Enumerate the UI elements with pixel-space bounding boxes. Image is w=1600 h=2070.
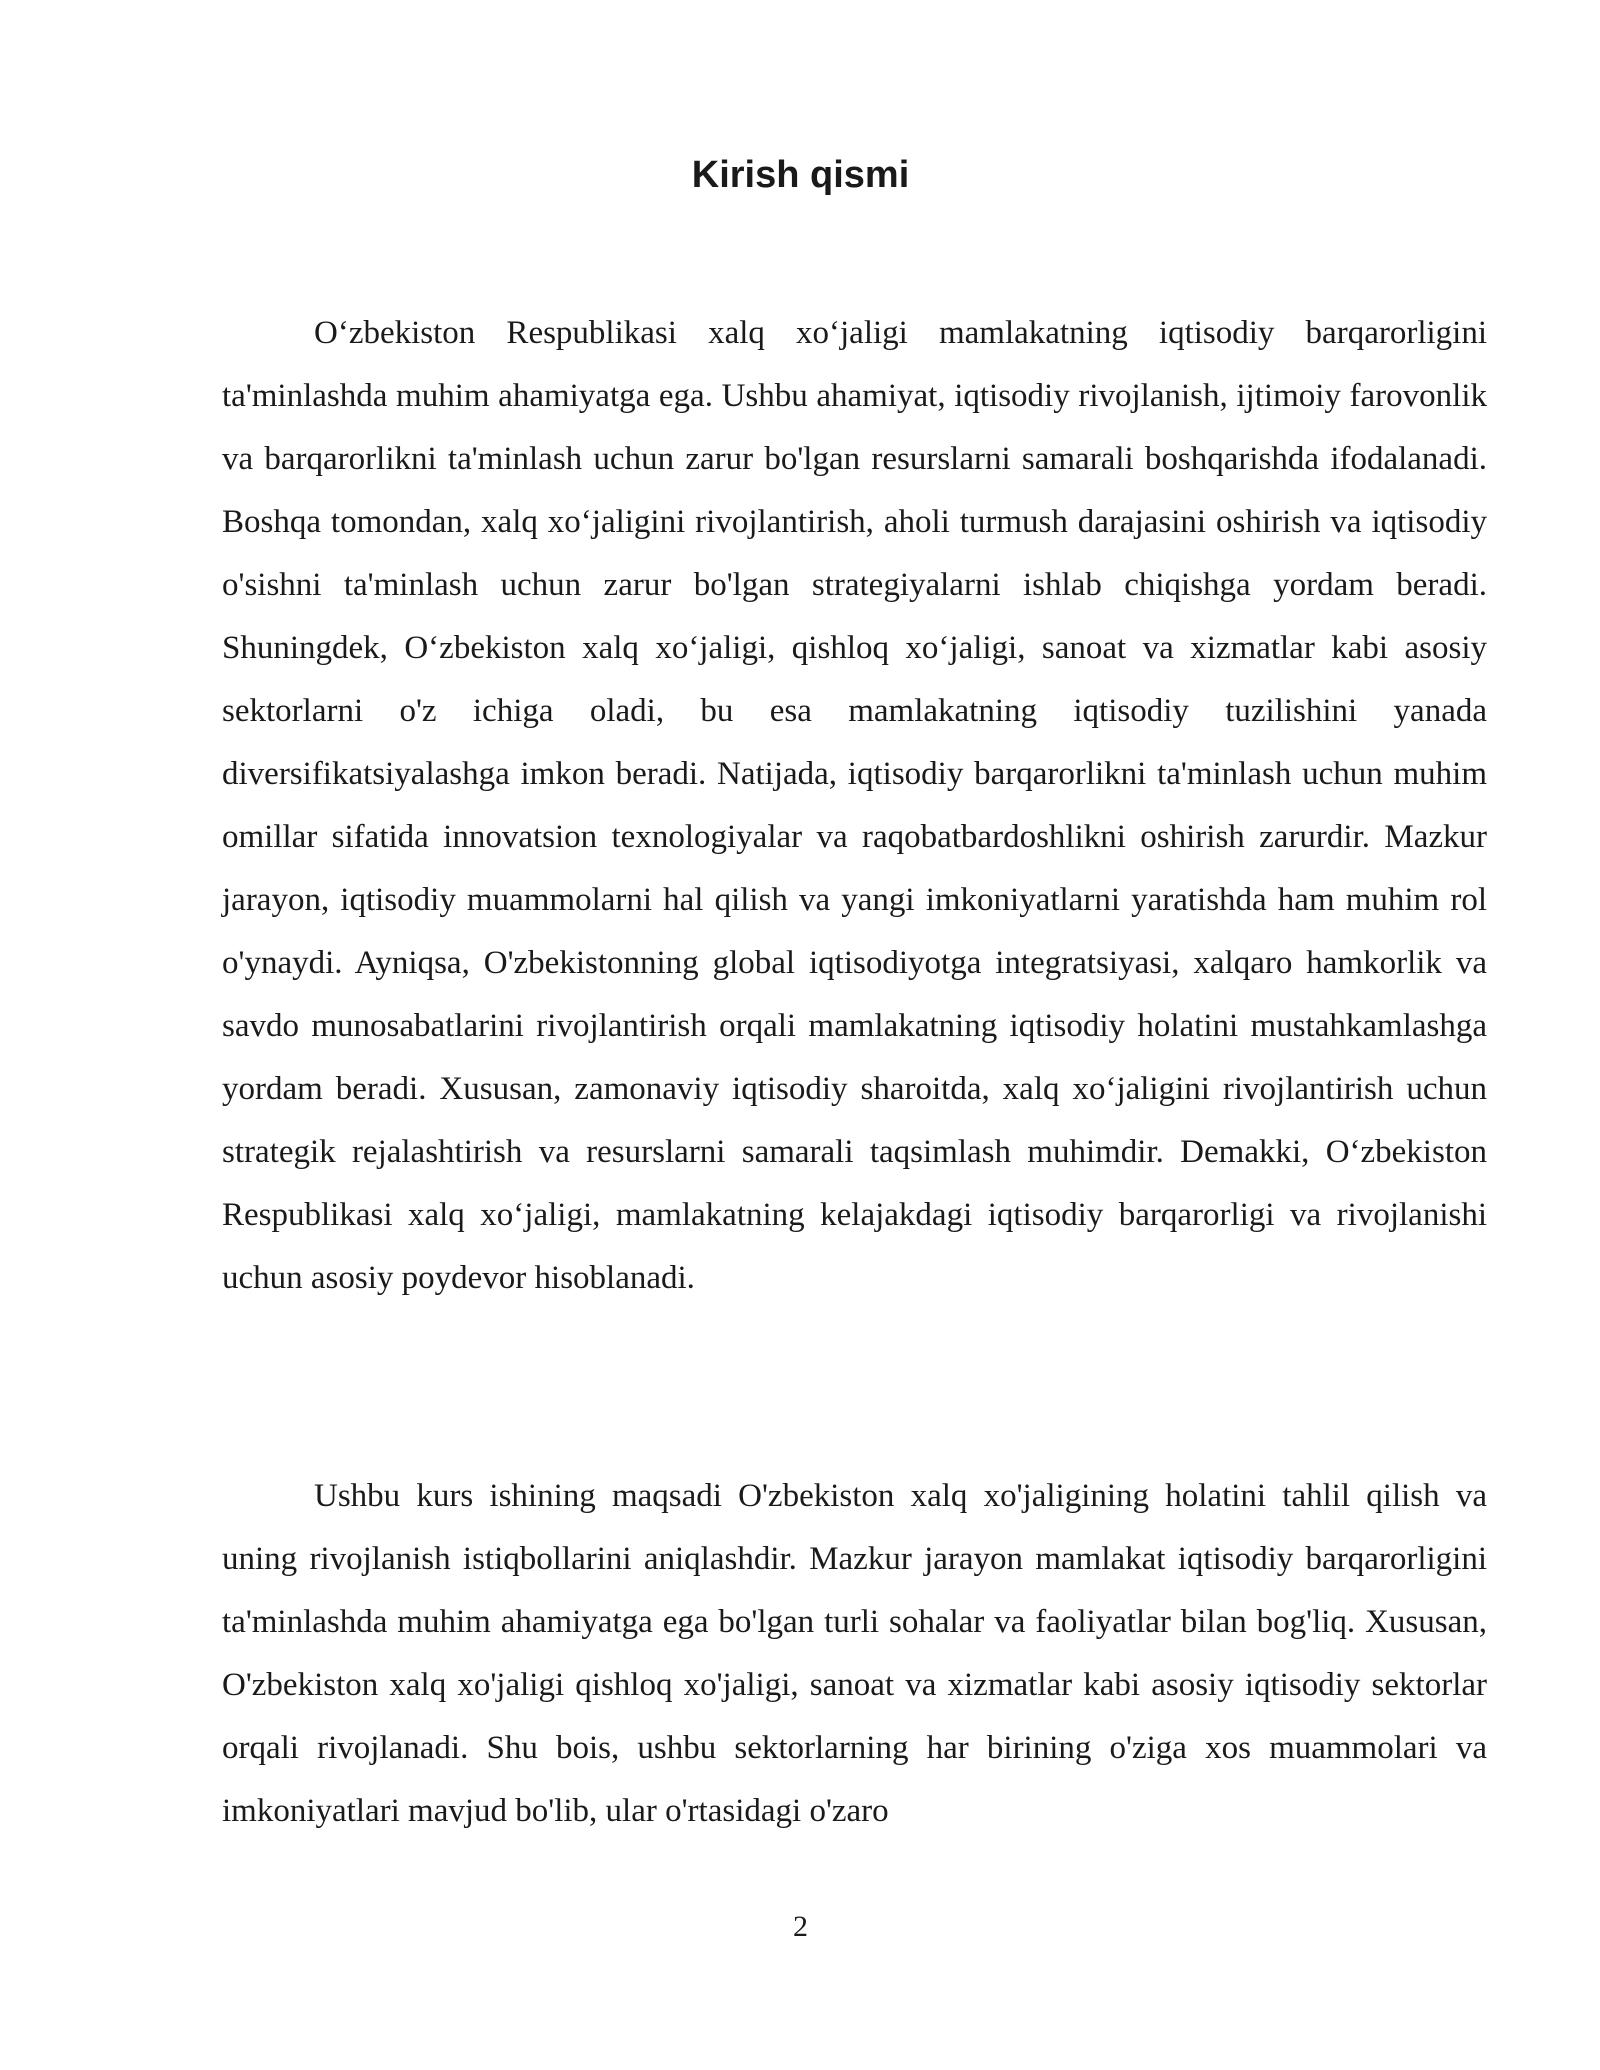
paragraph-introduction: O‘zbekiston Respublikasi xalq xo‘jaligi mamlakatning iqtisodiy barqarorligini ta'minlashda muhim ahamiyatga ega. Ushbu ahamiyat, iqtisodiy rivojlanish, ijtimoiy farovonlik va barqarorlikni ta'minlash uchun zarur bo'lgan resurslarni samarali boshqarishda ifodalanadi. Boshqa tomondan, xalq xo‘jaligini rivojlantirish, aholi turmush darajasini oshirish va iqtisodiy o'sishni ta'minlash uchun zarur bo'lgan strategiyalarni ishlab chiqishga yordam beradi. Shuningdek, O‘zbekiston xalq xo‘jaligi, qishloq xo‘jaligi, sanoat va xizmatlar kabi asosiy sektorlarni o'z ichiga oladi, bu esa mamlakatning iqtisodiy tuzilishini yanada diversifikatsiyalashga imkon beradi. Natijada, iqtisodiy barqarorlikni ta'minlash uchun muhim omillar sifatida innovatsion texnologiyalar va raqobatbardoshlikni oshirish zarurdir. Mazkur jarayon, iqtisodiy muammolarni hal qilish va yangi imkoniyatlarni yaratishda ham muhim rol o'ynaydi. Ayniqsa, O'zbekistonning global iqtisodiyotga integratsiyasi, xalqaro hamkorlik va savdo munosabatlarini rivojlantirish orqali mamlakatning iqtisodiy holatini mustahkamlashga yordam beradi. Xususan, zamonaviy iqtisodiy sharoitda, xalq xo‘jaligini rivojlantirish uchun strategik rejalashtirish va resurslarni samarali taqsimlash muhimdir. Demakki, O‘zbekiston Respublikasi xalq xo‘jaligi, mamlakatning kelajakdagi iqtisodiy barqarorligi va rivojlanishi uchun asosiy poydevor hisoblanadi.	[222, 315, 1487, 1296]
page-title: Kirish qismi	[691, 154, 910, 196]
paragraph-course-goal: Ushbu kurs ishining maqsadi O'zbekiston xalq xo'jaligining holatini tahlil qilish va uning rivojlanish istiqbollarini aniqlashdir. Mazkur jarayon mamlakat iqtisodiy barqarorligini ta'minlashda muhim ahamiyatga ega bo'lgan turli sohalar va faoliyatlar bilan bog'liq. Xususan, O'zbekiston xalq xo'jaligi qishloq xo'jaligi, sanoat va xizmatlar kabi asosiy iqtisodiy sektorlar orqali rivojlanadi. Shu bois, ushbu sektorlarning har birining o'ziga xos muammolari va imkoniyatlari mavjud bo'lib, ular o'rtasidagi o'zaro	[222, 1478, 1487, 1829]
page-number: 2	[793, 1910, 808, 1943]
